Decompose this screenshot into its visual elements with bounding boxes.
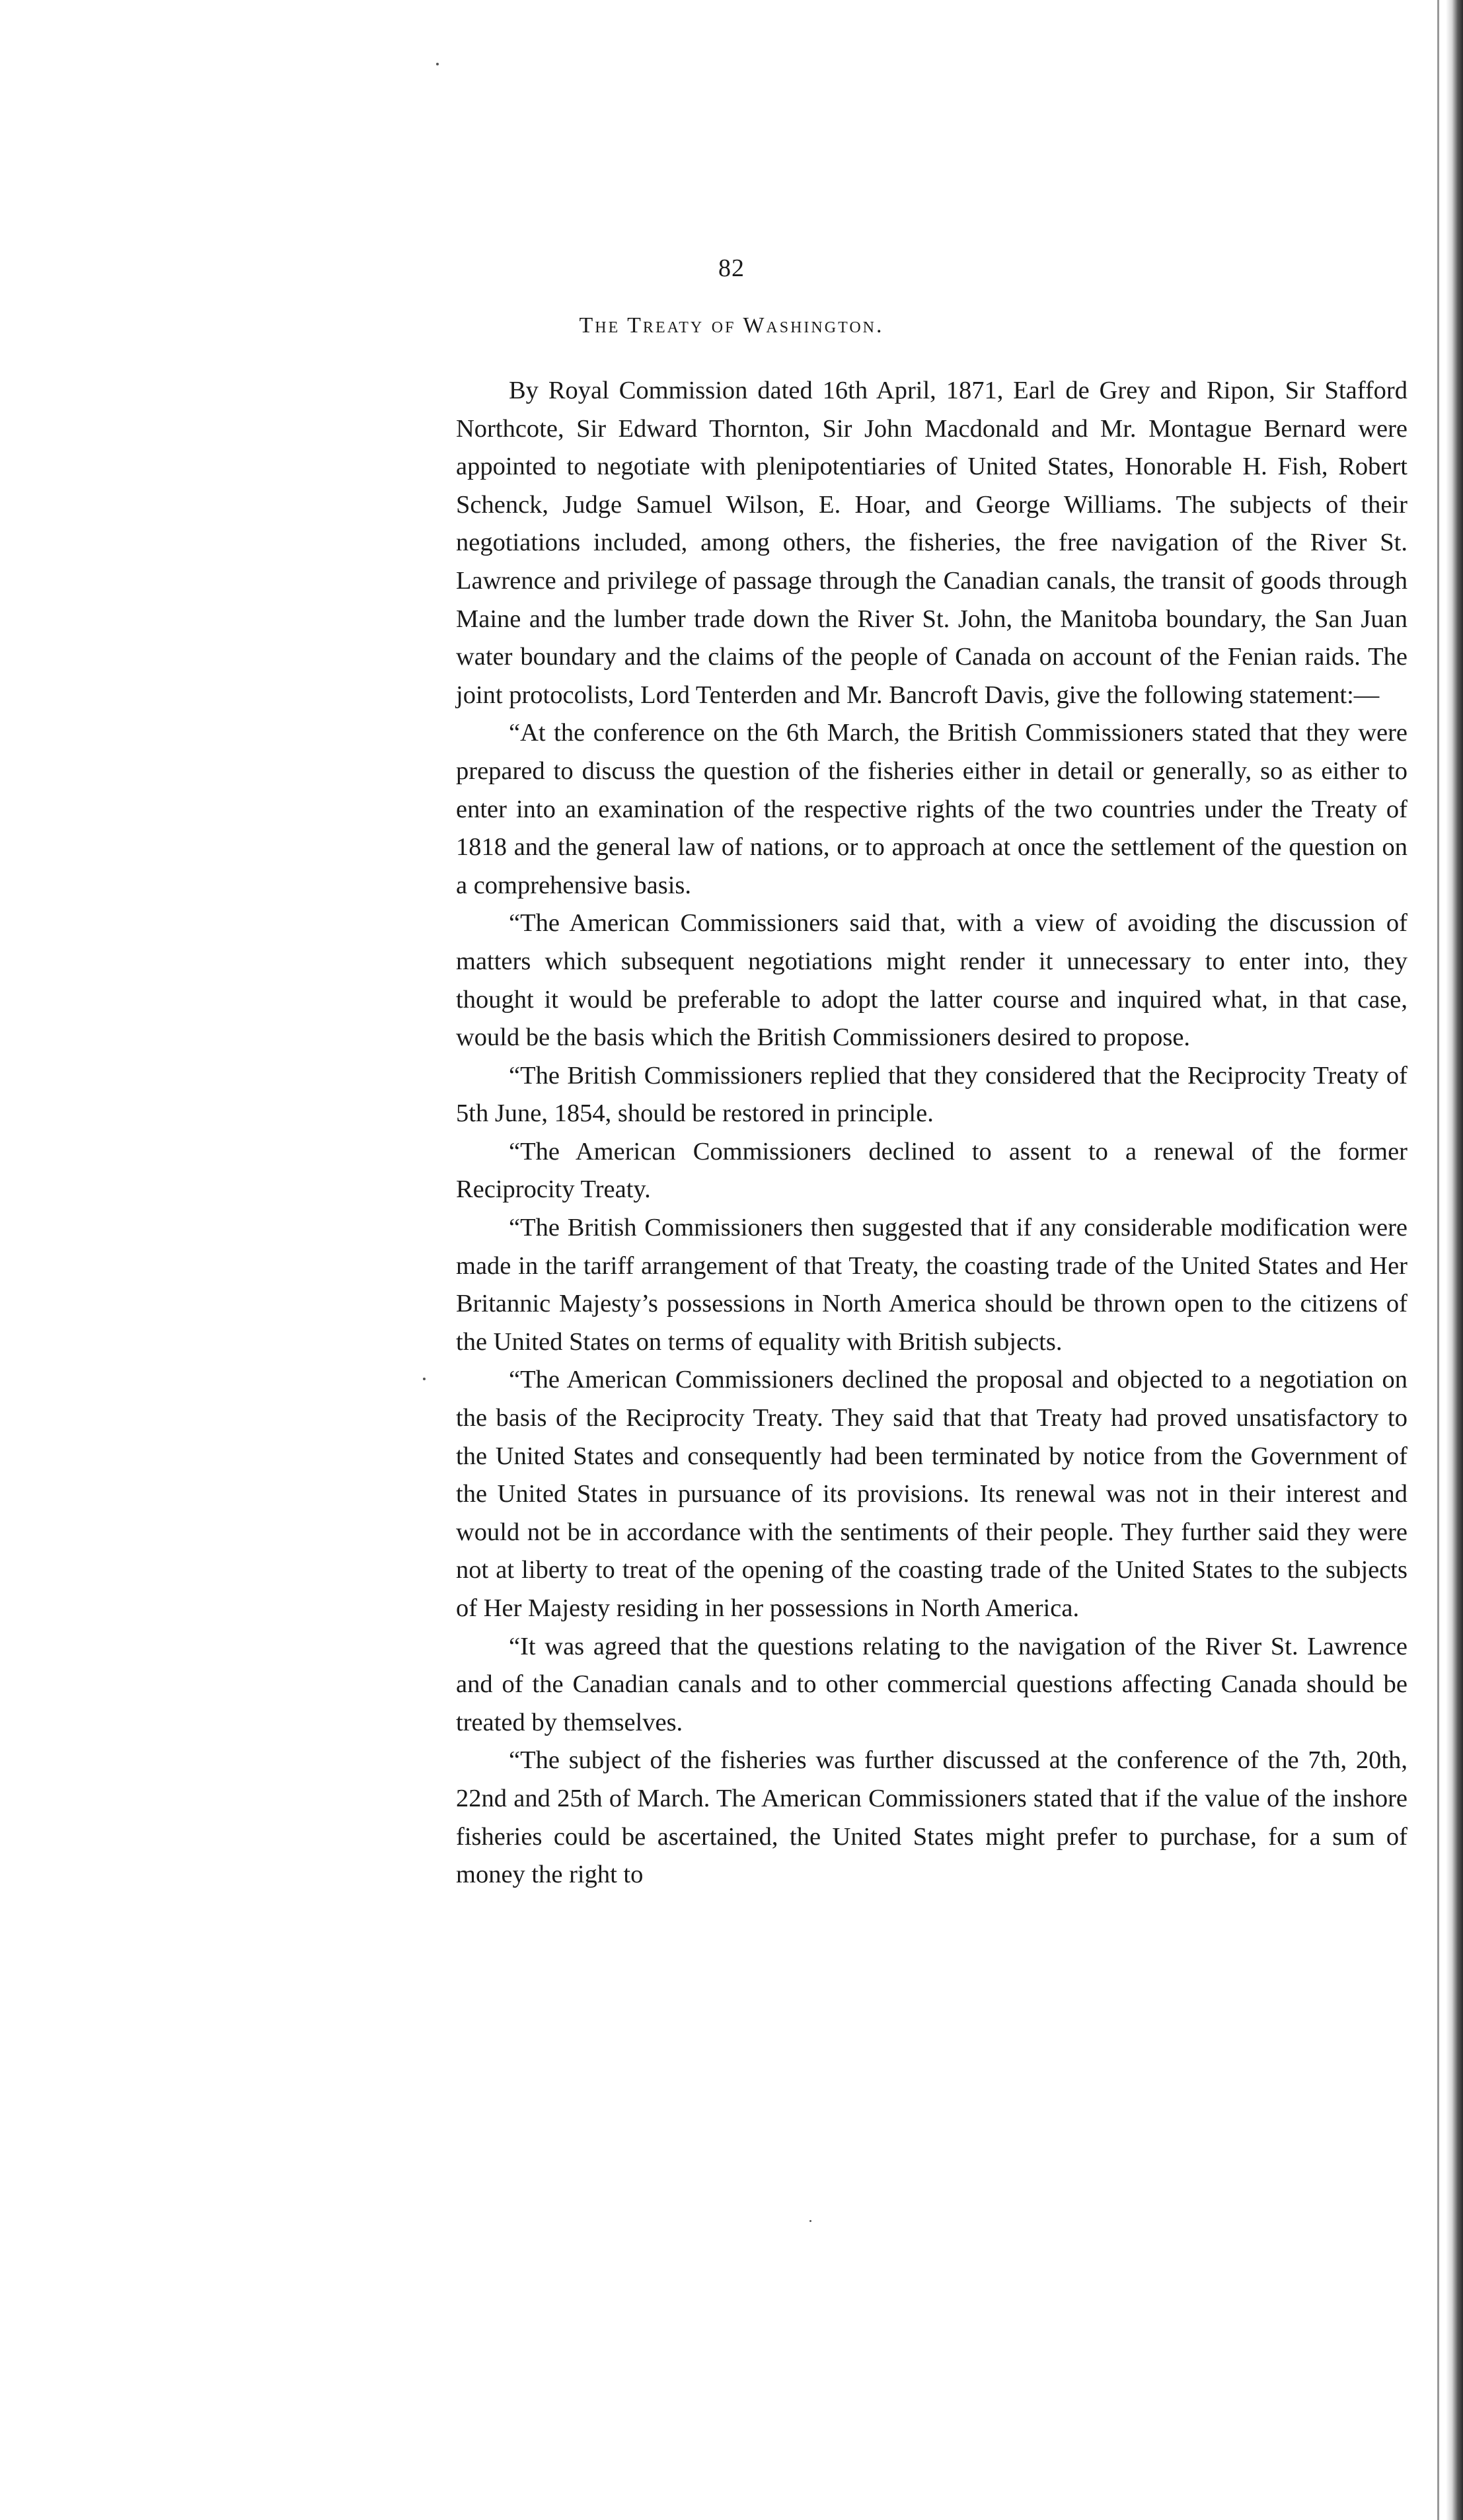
paragraph: “The British Commissioners replied that they considered that the Reciprocity Treaty of 5th June, 1854, should be restored in principle. [456, 1061, 1407, 1128]
paragraph: By Royal Commission dated 16th April, 1871, Earl de Grey and Ripon, Sir Stafford Northcote, Sir Edward Thornton, Sir John Macdonald and Mr. Montague Bernard were appointed to negotiate with plenipotentiaries of United States, Honorable H. Fish, Robert Schenck, Judge Samuel Wilson, E. Hoar, and George Williams. The subjects of their negotiations included, among others, the fisheries, the free navigation of the River St. Lawrence and privilege of passage through the Canadian canals, the transit of goods through Maine and the lumber trade down the River St. John, the Manitoba boundary, the San Juan water boundary and the claims of the people of Canada on account of the Fenian raids. The joint protocolists, Lord Tenterden and Mr. Bancroft Davis, give the following statement:— [456, 377, 1407, 709]
print-speck [436, 63, 439, 65]
paragraph: “The American Commissioners said that, with a view of avoiding the discussion of matters which subsequent negotiations might render it unnecessary to enter into, they thought it would be preferable to adopt the latter course and inquired what, in that case, would be the basis which the British Commissioners desired to propose. [456, 909, 1407, 1052]
paragraph: “It was agreed that the questions relating to the navigation of the River St. Lawrence and of the Canadian canals and to other commercial questions affecting Canada should be treated by themselves. [456, 1632, 1407, 1736]
page-title: The Treaty of Washington. [579, 313, 884, 338]
page-number: 82 [718, 254, 745, 282]
print-speck [423, 1378, 426, 1380]
body-text [456, 372, 1407, 1894]
page-binding-line [1437, 0, 1439, 2520]
print-speck [809, 2220, 811, 2222]
paragraph: “The American Commissioners declined to assent to a renewal of the former Reciprocity Treaty. [456, 1137, 1407, 1204]
paragraph: “At the conference on the 6th March, the British Commissioners stated that they were prepared to discuss the question of the fisheries either in detail or generally, so as either to enter into an examination of the respective rights of the two countries under the Treaty of 1818 and the general law of nations, or to approach at once the settlement of the question on a comprehensive basis. [456, 719, 1407, 899]
paragraph: “The British Commissioners then suggested that if any considerable modification were made in the tariff arrangement of that Treaty, the coasting trade of the United States and Her Britannic Majesty’s possessions in North America should be thrown open to the citizens of the United States on terms of equality with British subjects. [456, 1214, 1407, 1356]
paragraph: “The American Commissioners declined the proposal and objected to a negotiation on the basis of the Reciprocity Treaty. They said that that Treaty had proved unsatisfactory to the United States and consequently had been terminated by notice from the Government of the United States in pursuance of its provisions. Its renewal was not in their interest and would not be in accordance with the sentiments of their people. They further said they were not at liberty to treat of the opening of the coasting trade of the United States to the subjects of Her Majesty residing in her possessions in North America. [456, 1366, 1407, 1622]
page-binding-shadow [1446, 0, 1463, 2520]
paragraph: “The subject of the fisheries was further discussed at the conference of the 7th, 20th, 22nd and 25th of March. The American Commissioners stated that if the value of the inshore fisheries could be ascertained, the United States might prefer to purchase, for a sum of money the right to [456, 1746, 1407, 1889]
